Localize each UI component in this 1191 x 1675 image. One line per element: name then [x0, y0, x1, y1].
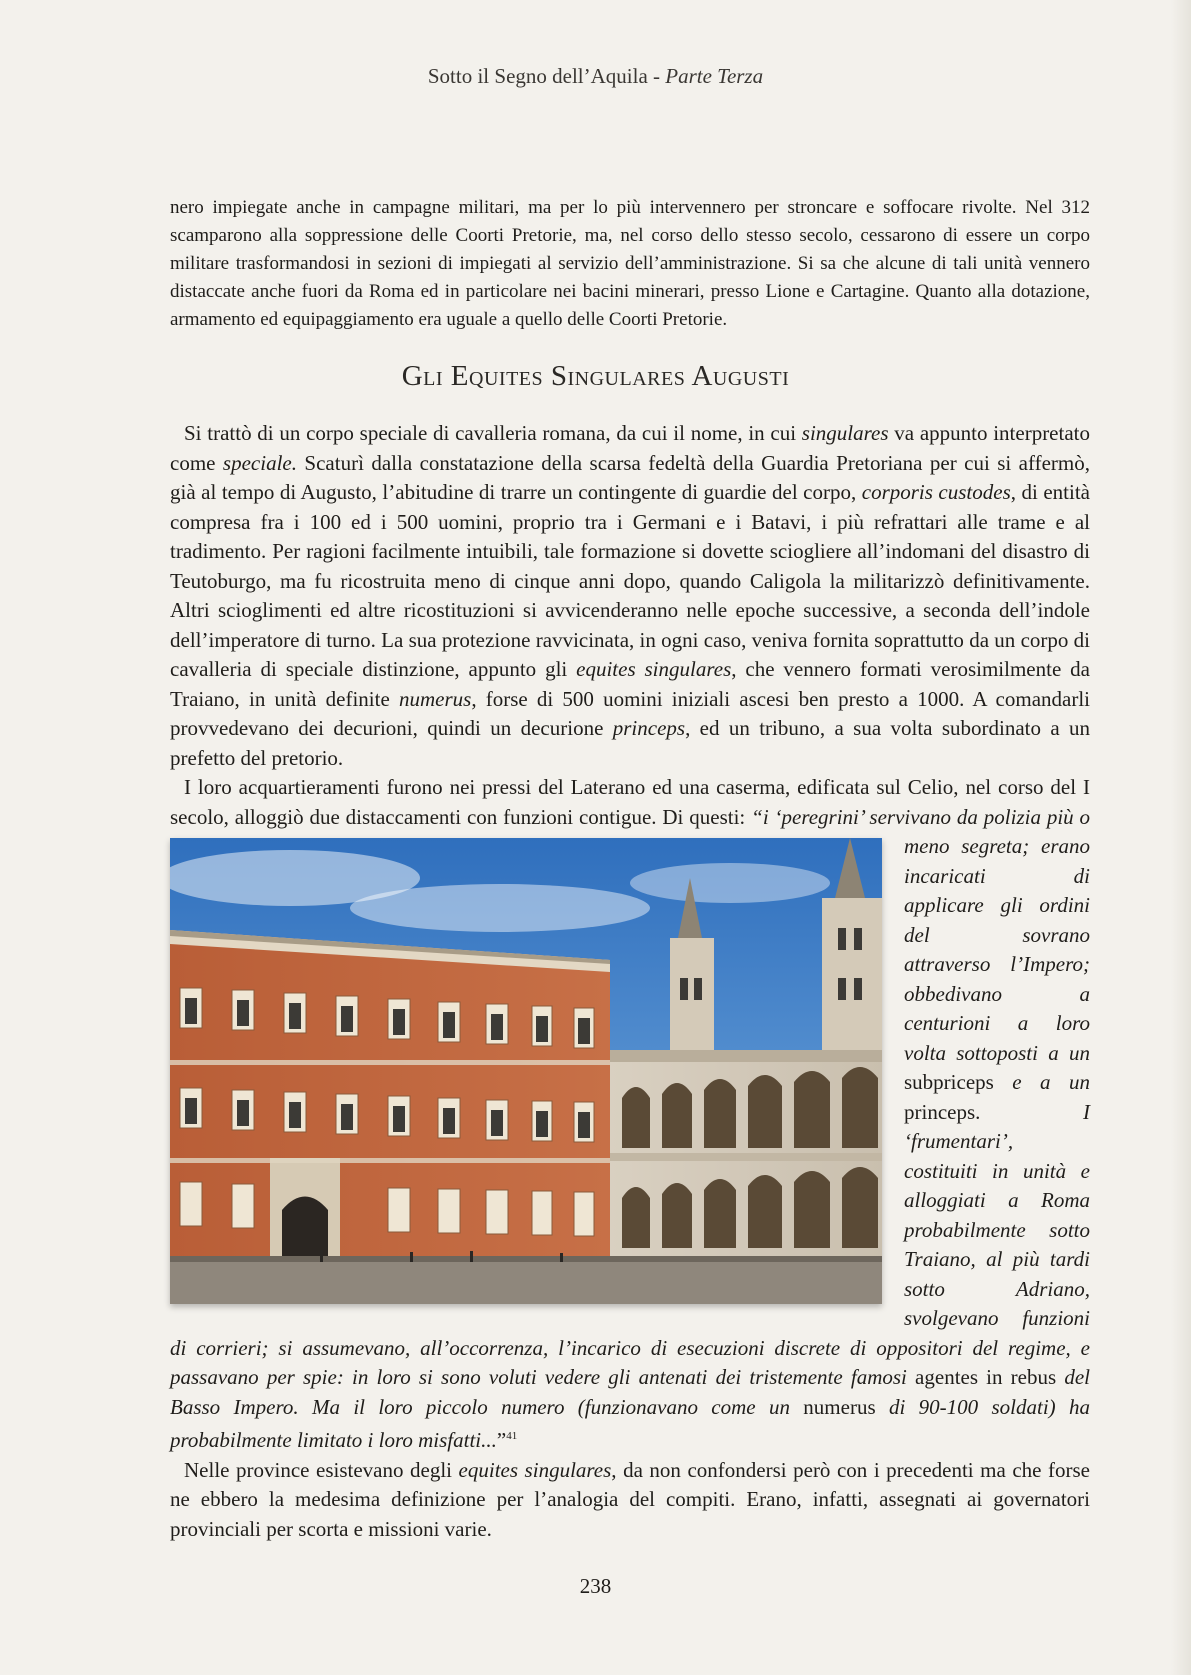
lateran-palace-photo [170, 838, 882, 1304]
running-header [0, 64, 1191, 89]
page-number: 238 [579, 1574, 612, 1598]
header-part: Parte Terza [665, 64, 764, 88]
body-text [170, 419, 1090, 1544]
paragraph-2: I loro acquartieramenti furono nei pressi del Laterano ed una caserma, edificata sul Celio, nel corso del I secolo, alloggiò due distaccamenti con funzioni contigue. Di questi: “i ‘peregrini’ servivano da polizia più o meno segreta; erano incaricati di applicare gli ordini del sovrano attraverso l’Impero; obbedivano a centurioni a loro volta sottoposti a un subpriceps e a un princeps. I ‘frumentari’, costituiti in unità e alloggiati a Roma probabilmente sotto Traiano, al più tardi sotto Adriano, svolgevano funzioni di corrieri; si assumevano, all’occorrenza, l’incarico di esecuzioni discrete di oppositori del regime, e passavano per spie: in loro si sono voluti vedere gli antenati dei tristemente famosi agentes in rebus del Basso Impero. Ma il loro piccolo numero (funzionavano come un numerus di 90-100 soldati) ha probabilmente limitato i loro misfatti...”$^{41}$ [170, 773, 1090, 1456]
intro-paragraph: nero impiegate anche in campagne militari, ma per lo più intervennero per stroncare e soffocare rivolte. Nel 312 scamparono alla soppressione delle Coorti Pretorie, ma, nel corso dello stesso secolo, cessarono di essere un corpo militare trasformandosi in sezioni di impiegati al servizio dell’amministrazione. Si sa che alcune di tali unità vennero distaccate anche fuori da Roma ed in particolare nei bacini minerari, presso Lione e Cartagine. Quanto alla dotazione, armamento ed equipaggiamento era uguale a quello delle Coorti Pretorie. [170, 197, 1090, 330]
paragraph-3: Nelle province esistevano degli equites singulares, da non confondersi però con i precedenti ma che forse ne ebbero la medesima definizione per l’analogia del compiti. Erano, infatti, assegnati ai governatori provinciali per scorta e missioni varie. [170, 1457, 1090, 1541]
lateran-photo-illustration [170, 838, 882, 1304]
section-title: Gli Equites Singulares Augusti [401, 360, 790, 392]
header-title: Sotto il Segno dell’Aquila - [427, 64, 661, 88]
paragraph-1: Si trattò di un corpo speciale di cavalleria romana, da cui il nome, in cui singulares va appunto interpretato come speciale. Scaturì dalla constatazione della scarsa fedeltà della Guardia Pretoriana per cui si affermò, già al tempo di Augusto, l’abitudine di trarre un contingente di guardie del corpo, corporis custodes, di entità compresa fra i 100 ed i 500 uomini, proprio tra i Germani e i Batavi, i più refrattari alle trame e al tradimento. Per ragioni facilmente intuibili, tale formazione si dovette sciogliere all’indomani del disastro di Teutoburgo, ma fu ricostruita meno di cinque anni dopo, quando Caligola la militarizzò definitivamente. Altri scioglimenti ed altre ricostituzioni si avvicenderanno nelle epoche successive, a seconda dell’indole dell’imperatore di turno. La sua protezione ravvicinata, in ogni caso, veniva fornita soprattutto da un corpo di cavalleria di speciale distinzione, appunto gli equites singulares, che vennero formati verosimilmente da Traiano, in unità definite numerus, forse di 500 uomini iniziali ascesi ben presto a 1000. A comandarli provvedevano dei decurioni, quindi un decurione princeps, ed un tribuno, a sua volta subordinato a un prefetto del pretorio. [170, 421, 1091, 770]
footnote-ref[interactable]: 41 [506, 1430, 518, 1442]
page-edge-shadow [1171, 0, 1191, 1675]
